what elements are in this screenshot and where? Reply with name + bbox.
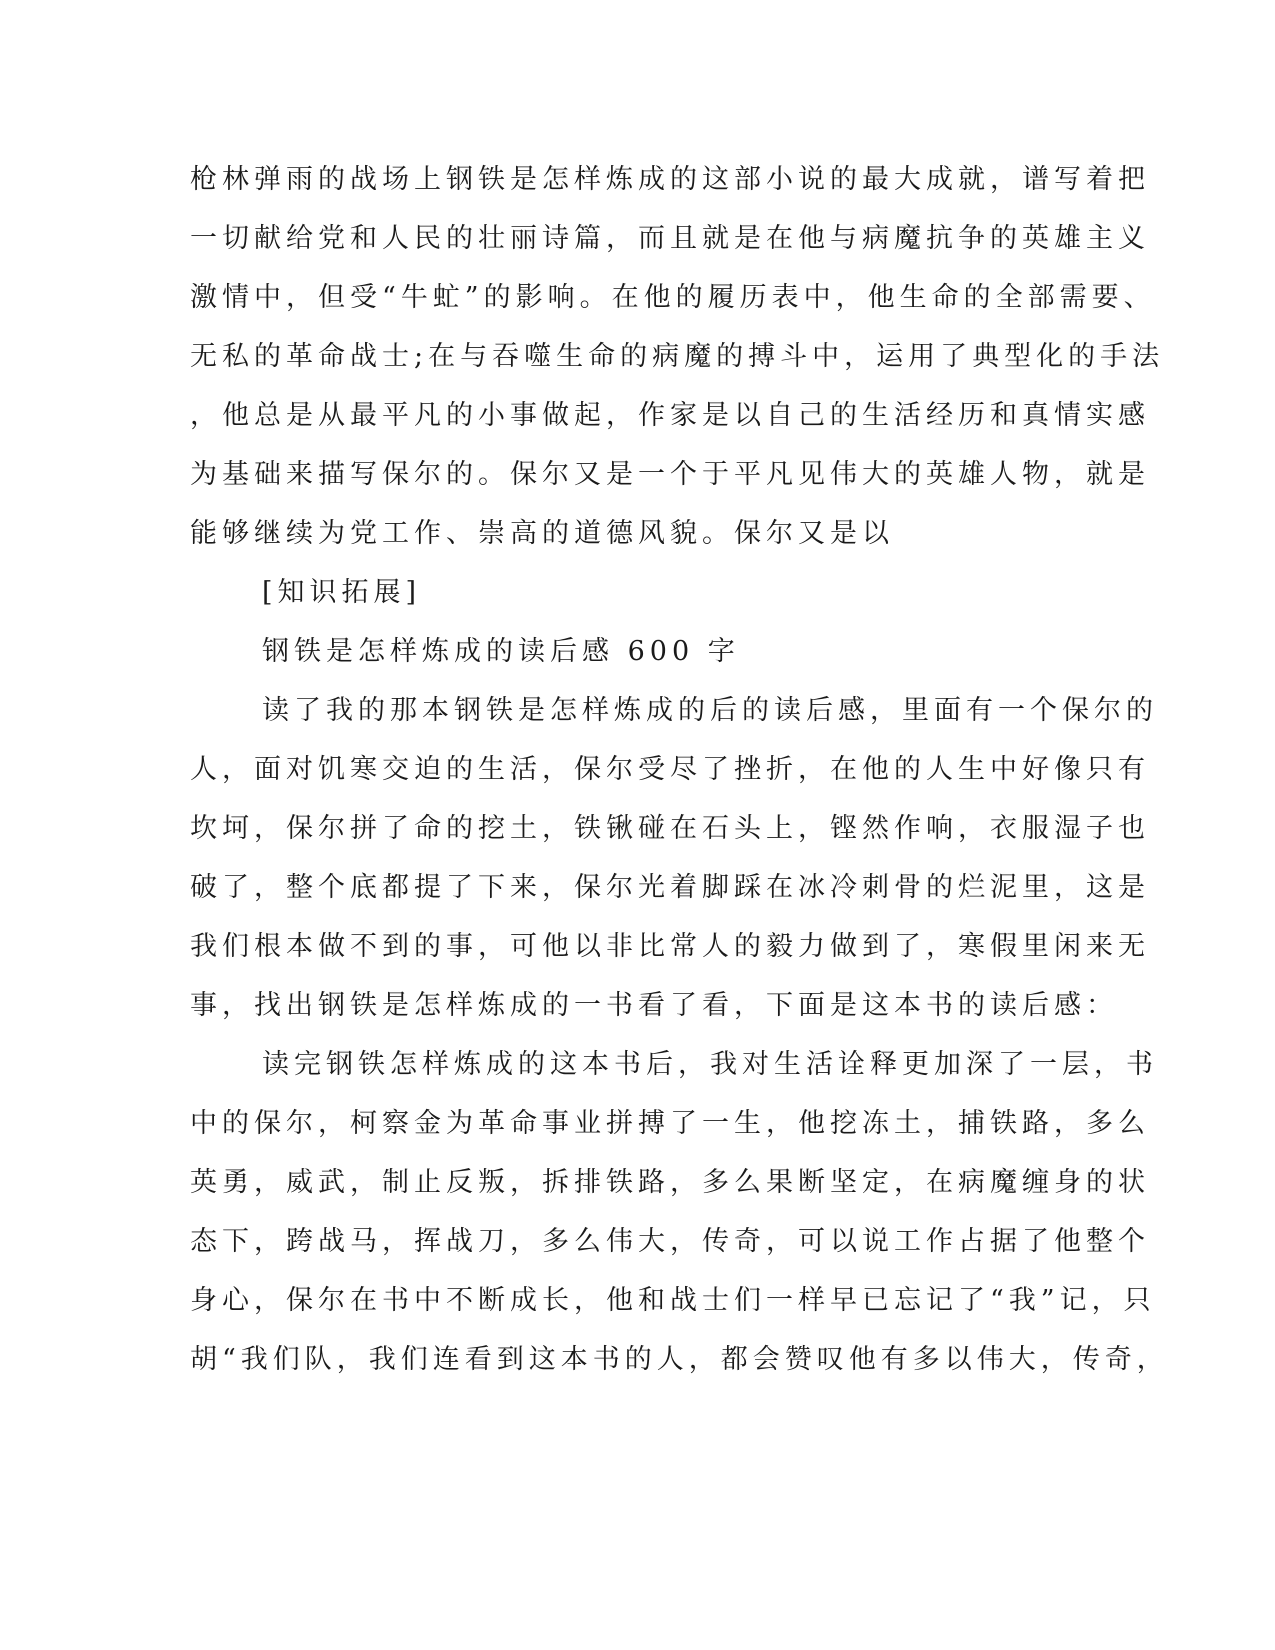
intro-line: 激情中，但受“牛虻”的影响。在他的履历表中，他生命的全部需要、 (190, 282, 1156, 313)
paragraph-line: 人，面对饥寒交迫的生活，保尔受尽了挫折，在他的人生中好像只有 (190, 754, 1150, 785)
paragraph-line: 胡“我们队，我们连看到这本书的人，都会赞叹他有多以伟大，传奇， (190, 1344, 1169, 1375)
paragraph-line: 英勇，威武，制止反叛，拆排铁路，多么果断坚定，在病魔缠身的状 (190, 1167, 1150, 1198)
paragraph-line: 读完钢铁怎样炼成的这本书后，我对生活诠释更加深了一层，书 (262, 1049, 1158, 1080)
paragraph-line: 态下，跨战马，挥战刀，多么伟大，传奇，可以说工作占据了他整个 (190, 1226, 1150, 1257)
paragraph-line: 坎坷，保尔拼了命的挖土，铁锹碰在石头上，铿然作响，衣服湿子也 (190, 813, 1150, 844)
intro-line: 无私的革命战士;在与吞噬生命的病魔的搏斗中，运用了典型化的手法 (190, 341, 1165, 372)
paragraph-line: 中的保尔，柯察金为革命事业拼搏了一生，他挖冻土，捕铁路，多么 (190, 1108, 1150, 1139)
intro-line: 枪林弹雨的战场上钢铁是怎样炼成的这部小说的最大成就，谱写着把 (190, 164, 1150, 195)
intro-line: 为基础来描写保尔的。保尔又是一个于平凡见伟大的英雄人物，就是 (190, 459, 1150, 490)
intro-line: ，他总是从最平凡的小事做起，作家是以自己的生活经历和真情实感 (190, 400, 1150, 431)
paragraph-line: 我们根本做不到的事，可他以非比常人的毅力做到了，寒假里闲来无 (190, 931, 1150, 962)
intro-line: 能够继续为党工作、崇高的道德风貌。保尔又是以 (190, 518, 894, 549)
section-label: [知识拓展] (262, 577, 422, 608)
paragraph-line: 身心，保尔在书中不断成长，他和战士们一样早已忘记了“我”记，只 (190, 1285, 1156, 1316)
intro-line: 一切献给党和人民的壮丽诗篇，而且就是在他与病魔抗争的英雄主义 (190, 223, 1150, 254)
paragraph-line: 事，找出钢铁是怎样炼成的一书看了看，下面是这本书的读后感： (190, 990, 1118, 1021)
paragraph-line: 读了我的那本钢铁是怎样炼成的后的读后感，里面有一个保尔的 (262, 695, 1158, 726)
paragraph-line: 破了，整个底都提了下来，保尔光着脚踩在冰冷刺骨的烂泥里，这是 (190, 872, 1150, 903)
essay-title: 钢铁是怎样炼成的读后感 600 字 (262, 636, 740, 667)
